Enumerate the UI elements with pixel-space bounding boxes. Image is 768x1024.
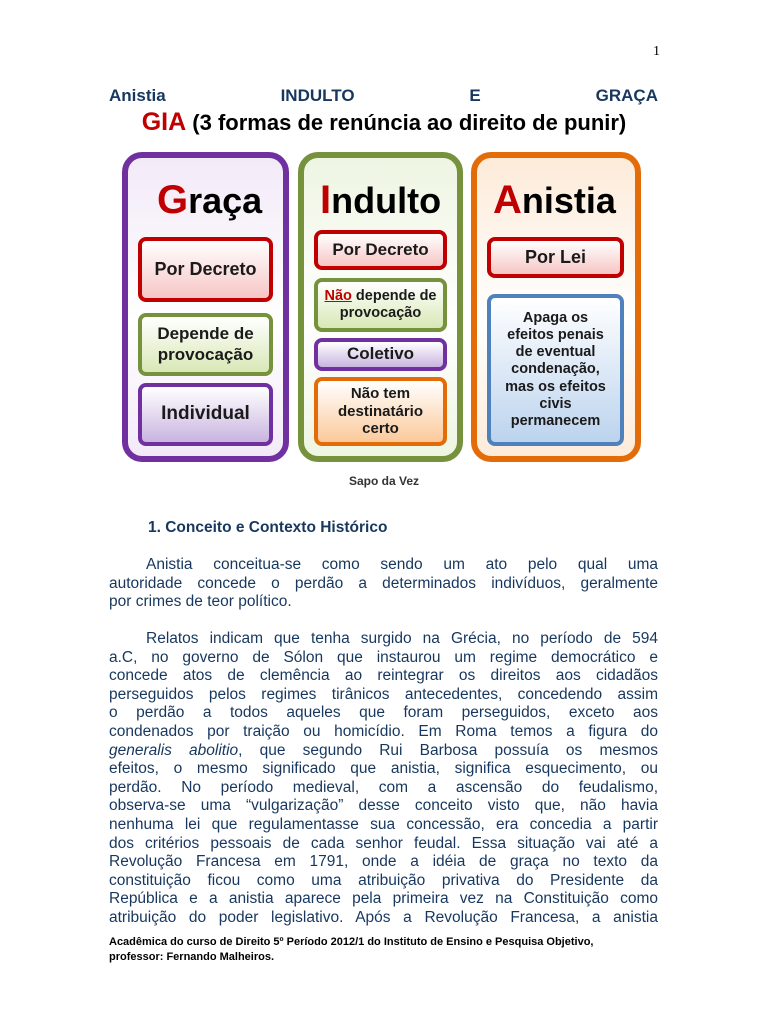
title-word: INDULTO <box>280 86 355 105</box>
heading-rest: ndulto <box>331 180 442 221</box>
indulto-provocacao-text <box>318 288 443 322</box>
subtitle-text: (3 formas de renúncia ao direito de punir) <box>192 110 627 135</box>
infographic-subtitle <box>0 108 768 137</box>
indulto-destinatario-box: Não tem destinatário certo <box>314 377 447 446</box>
heading-initial: I <box>320 178 332 222</box>
text-line: perdão. No período medieval, com a ascensão do feudalismo, <box>109 778 658 796</box>
nao-emphasis: Não <box>324 287 352 304</box>
text-line: o perdão a todos aqueles que foram perseguidos, exceto aos <box>109 704 658 722</box>
indulto-coletivo-box: Coletivo <box>314 338 447 371</box>
text-line: autoridade concede o perdão a determinados indivíduos, geralmente <box>109 574 658 592</box>
text-line: efeitos, o mesmo significado que anistia, significa esquecimento, ou <box>109 760 658 778</box>
image-caption: Sapo da Vez <box>348 474 420 488</box>
paragraph-history <box>109 630 658 928</box>
heading-rest: nistia <box>521 180 616 221</box>
anistia-heading <box>493 178 616 223</box>
footnote <box>109 935 669 965</box>
title-word: GRAÇA <box>595 86 658 105</box>
graca-decreto-box: Por Decreto <box>138 237 273 302</box>
text-line: dos critérios pessoais de cada senhor feudal. Essa situação vai até a <box>109 834 658 852</box>
text-line: por crimes de teor político. <box>109 593 292 611</box>
text-line: a.C, no governo de Sólon que instaurou um regime democrático e <box>109 648 658 666</box>
text-line: nenhuma lei que regulamentasse sua concessão, era concedia a partir <box>109 815 658 833</box>
indulto-heading <box>320 178 441 223</box>
text-line: Anistia conceitua-se como sendo um ato pelo qual uma <box>146 556 658 573</box>
heading-initial: A <box>493 178 522 222</box>
anistia-efeitos-box: Apaga os efeitos penais de eventual condenação, mas os efeitos civis permanecem <box>487 294 624 446</box>
page-number: 1 <box>653 44 660 59</box>
heading-initial: G <box>157 178 189 222</box>
gia-acronym: GIA <box>141 108 187 136</box>
anistia-lei-box: Por Lei <box>487 237 624 278</box>
text-line: observa-se uma “vulgarização” desse conceito visto que, não havia <box>109 797 658 815</box>
text-line: República e a anistia aparece pela primeira vez na Constituição como <box>109 890 658 908</box>
text-line: Revolução Francesa em 1791, onde a idéia de graça no texto da <box>109 853 658 871</box>
paragraph-definition <box>109 556 658 612</box>
text-line: Relatos indicam que tenha surgido na Grécia, no período de 594 <box>146 630 658 647</box>
graca-provocacao-box: Depende de provocação <box>138 313 273 376</box>
text-line-italic: generalis abolitio, que segundo Rui Barbosa possuía os mesmos <box>109 741 659 759</box>
text-line: condenados por traição ou homicídio. Em Roma temos a figura do <box>109 722 658 740</box>
footnote-line: Acadêmica do curso de Direito 5º Período 2012/1 do Instituto de Ensino e Pesquisa Objetivo, <box>109 936 594 948</box>
provocacao-rest: depende de provocação <box>339 287 437 321</box>
text-line: atribuição do poder legislativo. Após a Revolução Francesa, a anistia <box>109 908 658 926</box>
latin-term: generalis abolitio <box>109 741 239 759</box>
footnote-line: professor: Fernando Malheiros. <box>109 951 275 963</box>
indulto-decreto-box: Por Decreto <box>314 230 447 270</box>
graca-individual-box: Individual <box>138 383 273 446</box>
title-word: E <box>469 86 481 105</box>
text-line: constituição ficou como uma atribuição privativa do Presidente da <box>109 871 658 889</box>
document-title <box>109 86 658 106</box>
title-word: Anistia <box>109 86 166 105</box>
section-heading: 1. Conceito e Contexto Histórico <box>148 519 388 536</box>
graca-heading <box>157 178 262 223</box>
text-line: perseguidos pelos regimes tirânicos antecedentes, concedendo assim <box>109 685 658 703</box>
heading-rest: raça <box>188 180 263 221</box>
indulto-provocacao-box <box>314 278 447 332</box>
text-line: concede atos de clemência ao reintegrar os direitos aos cidadãos <box>109 667 658 685</box>
